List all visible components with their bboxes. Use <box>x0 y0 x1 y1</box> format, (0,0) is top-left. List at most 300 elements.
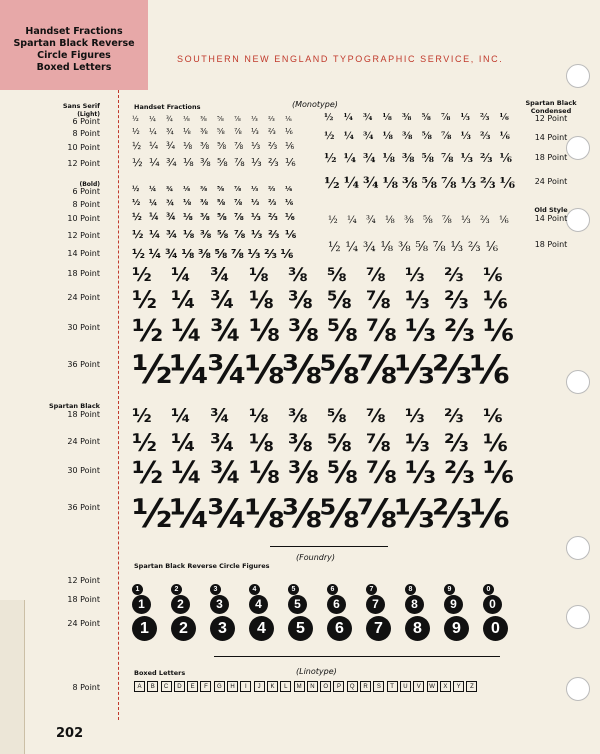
circle-digit: 4 <box>249 584 260 595</box>
condensed-fraction-row <box>324 131 519 142</box>
fraction-glyph: ½ <box>324 151 337 165</box>
fraction-glyph: ⅝ <box>327 405 347 427</box>
fraction-glyph: ½ <box>132 456 164 491</box>
fraction-glyph: ⅞ <box>234 127 242 136</box>
fraction-glyph: ⅜ <box>200 198 209 207</box>
boxed-letter: R <box>360 681 371 692</box>
fraction-glyph: ⅔ <box>268 228 280 241</box>
fraction-glyph: ⅜ <box>200 228 212 241</box>
boxed-letters-row <box>134 681 480 692</box>
circle-digit: 6 <box>327 595 346 614</box>
fraction-glyph: ⅞ <box>234 185 242 193</box>
fraction-glyph: ⅔ <box>444 264 464 286</box>
fraction-glyph: ⅛ <box>244 492 285 537</box>
fraction-glyph: ¼ <box>171 314 203 349</box>
boxed-letter: Z <box>466 681 477 692</box>
fraction-glyph: ⅝ <box>214 246 228 261</box>
boxed-letter: G <box>214 681 225 692</box>
fraction-glyph: ⅛ <box>380 240 394 255</box>
fraction-glyph: ⅞ <box>234 156 245 169</box>
label-24pt: 24 Point <box>67 293 100 302</box>
fraction-row <box>132 115 302 123</box>
binder-hole <box>566 605 590 629</box>
label-14pt: 14 Point <box>534 214 568 223</box>
fraction-row <box>132 314 522 349</box>
fraction-glyph: ⅜ <box>200 115 207 123</box>
fraction-glyph: ⅓ <box>247 246 261 261</box>
fraction-glyph: ⅞ <box>357 348 398 393</box>
fraction-glyph: ⅙ <box>483 264 503 286</box>
fraction-glyph: ¼ <box>149 212 159 223</box>
boxed-letter: A <box>134 681 145 692</box>
fraction-glyph: ⅛ <box>183 228 195 241</box>
fraction-glyph: ⅙ <box>469 348 510 393</box>
label-12pt: 12 Point <box>67 576 100 585</box>
fraction-row <box>132 456 522 491</box>
boxed-letter: F <box>200 681 211 692</box>
fraction-glyph: ½ <box>132 127 140 136</box>
fraction-glyph: ¾ <box>210 286 235 314</box>
label-old-style: Old Style <box>534 206 568 214</box>
boxed-letter: V <box>413 681 424 692</box>
fraction-glyph: ⅓ <box>460 131 471 142</box>
circle-digit: 5 <box>288 584 299 595</box>
fraction-glyph: ¼ <box>171 405 191 427</box>
fraction-glyph: ⅞ <box>441 151 454 165</box>
fraction-glyph: ⅜ <box>198 246 211 261</box>
fraction-glyph: ¾ <box>363 131 374 142</box>
circle-figure <box>171 616 210 641</box>
fraction-glyph: ¼ <box>171 286 196 314</box>
fraction-glyph: ¾ <box>166 198 175 207</box>
circle-figures-heading: Spartan Black Reverse Circle Figures <box>134 562 270 570</box>
fraction-glyph: ¼ <box>149 156 160 169</box>
label-14pt: 14 Point <box>534 133 568 142</box>
fraction-glyph: ⅜ <box>282 348 323 393</box>
fraction-glyph: ⅙ <box>285 185 293 193</box>
fraction-glyph: ⅝ <box>423 215 433 226</box>
fraction-glyph: ⅓ <box>405 314 437 349</box>
fraction-glyph: ⅔ <box>480 113 490 123</box>
label-30pt: 30 Point <box>67 323 100 332</box>
label-10pt: 10 Point <box>67 143 100 152</box>
linotype-heading: (Linotype) <box>296 667 337 676</box>
fraction-glyph: ⅓ <box>460 151 473 165</box>
label-6pt: 6 Point <box>72 117 100 126</box>
circle-digit: 3 <box>210 616 235 641</box>
fraction-glyph: ⅙ <box>285 156 296 169</box>
circle-figure <box>405 616 444 641</box>
fraction-glyph: ⅝ <box>217 141 227 152</box>
fraction-glyph: ⅔ <box>268 156 279 169</box>
fraction-glyph: ⅔ <box>432 348 473 393</box>
fraction-glyph: ⅛ <box>181 246 195 261</box>
boxed-letter: W <box>427 681 438 692</box>
fraction-glyph: ⅜ <box>288 264 308 286</box>
circle-figure <box>288 593 327 614</box>
fraction-glyph: ¼ <box>149 198 158 207</box>
fraction-glyph: ½ <box>132 115 139 123</box>
fraction-glyph: ⅝ <box>217 212 227 223</box>
fraction-glyph: ⅜ <box>398 240 411 255</box>
page-header: SOUTHERN NEW ENGLAND TYPOGRAPHIC SERVICE, INC. <box>177 54 504 64</box>
fraction-glyph: ⅛ <box>183 185 191 193</box>
fraction-glyph: ¾ <box>166 127 174 136</box>
fraction-glyph: ⅝ <box>217 185 225 193</box>
fraction-glyph: ¼ <box>169 492 210 537</box>
old-style-fraction-row <box>328 215 518 226</box>
boxed-letter: N <box>307 681 318 692</box>
circle-digit: 7 <box>366 616 391 641</box>
circle-figure <box>405 593 444 614</box>
fraction-glyph: ⅞ <box>433 240 446 255</box>
circle-digit: 7 <box>366 584 377 595</box>
circle-digit: 4 <box>249 595 268 614</box>
circle-digit: 1 <box>132 616 157 641</box>
fraction-glyph: ⅔ <box>480 151 493 165</box>
fraction-glyph: ⅙ <box>499 113 509 123</box>
fraction-glyph: ⅞ <box>442 215 452 226</box>
fraction-glyph: ½ <box>324 131 335 142</box>
fraction-glyph: ¾ <box>166 156 177 169</box>
fraction-glyph: ⅛ <box>183 212 193 223</box>
fraction-glyph: ⅔ <box>268 127 276 136</box>
label-18pt: 18 Point <box>67 269 100 278</box>
circle-digit: 5 <box>288 595 307 614</box>
circle-figure <box>132 593 171 614</box>
fraction-glyph: ⅜ <box>402 174 418 192</box>
fraction-glyph: ⅓ <box>251 185 259 193</box>
fraction-glyph: ⅛ <box>183 198 192 207</box>
fraction-glyph: ⅓ <box>405 264 425 286</box>
fraction-glyph: ⅝ <box>327 264 347 286</box>
fraction-glyph: ½ <box>132 286 157 314</box>
fraction-glyph: ⅛ <box>244 348 285 393</box>
fraction-glyph: ¼ <box>345 240 359 255</box>
fraction-glyph: ⅔ <box>264 246 277 261</box>
title-box <box>0 0 148 90</box>
circle-figure-row <box>132 593 522 614</box>
fraction-glyph: ¾ <box>207 492 248 537</box>
fraction-glyph: ⅛ <box>249 429 274 457</box>
binder-hole <box>566 370 590 394</box>
boxed-letter: I <box>240 681 251 692</box>
fraction-glyph: ⅔ <box>480 215 490 226</box>
circle-figure <box>132 616 171 641</box>
fraction-glyph: ¼ <box>149 141 159 152</box>
fraction-glyph: ½ <box>132 185 140 193</box>
fraction-glyph: ¾ <box>165 246 178 261</box>
fraction-glyph: ⅓ <box>394 348 435 393</box>
label-18pt: 18 Point <box>67 595 100 604</box>
boxed-letter: Y <box>453 681 464 692</box>
fraction-glyph: ⅙ <box>483 286 508 314</box>
fraction-glyph: ⅛ <box>382 151 395 165</box>
fraction-glyph: ¼ <box>343 151 357 165</box>
label-8pt: 8 Point <box>72 200 100 209</box>
fraction-glyph: ⅙ <box>285 127 293 136</box>
fraction-glyph: ⅓ <box>450 240 464 255</box>
fraction-glyph: ⅜ <box>402 151 415 165</box>
fraction-row <box>132 185 302 193</box>
fraction-glyph: ⅜ <box>402 113 412 123</box>
label-spartan-black: Spartan Black <box>48 402 100 410</box>
fraction-glyph: ⅜ <box>288 456 320 491</box>
fraction-glyph: ⅛ <box>249 405 269 427</box>
fraction-glyph: ⅔ <box>268 115 275 123</box>
label-30pt: 30 Point <box>67 466 100 475</box>
handset-fractions-heading: Handset Fractions <box>134 103 201 111</box>
fraction-glyph: ¼ <box>171 264 191 286</box>
fraction-glyph: ⅝ <box>327 429 352 457</box>
fraction-glyph: ⅙ <box>285 212 295 223</box>
circle-figure <box>483 616 522 641</box>
fraction-glyph: ½ <box>132 212 142 223</box>
boxed-letter: M <box>294 681 305 692</box>
circle-digit: 1 <box>132 595 151 614</box>
circle-digit: 3 <box>210 595 229 614</box>
circle-digit: 0 <box>483 584 494 595</box>
fraction-glyph: ⅜ <box>288 405 308 427</box>
title-line: Boxed Letters <box>36 62 112 73</box>
fraction-glyph: ⅓ <box>405 405 425 427</box>
fraction-glyph: ¾ <box>210 264 230 286</box>
fraction-glyph: ⅔ <box>432 492 473 537</box>
fraction-glyph: ½ <box>132 314 164 349</box>
fraction-glyph: ¼ <box>169 348 210 393</box>
fraction-glyph: ⅞ <box>366 286 391 314</box>
fraction-glyph: ⅞ <box>234 198 243 207</box>
fraction-glyph: ⅓ <box>251 228 263 241</box>
fraction-glyph: ¼ <box>343 131 354 142</box>
fraction-glyph: ⅞ <box>231 246 244 261</box>
fraction-glyph: ⅓ <box>460 174 477 192</box>
title-line: Spartan Black Reverse <box>13 38 135 49</box>
fraction-glyph: ⅛ <box>385 215 395 226</box>
fraction-glyph: ⅙ <box>483 456 515 491</box>
condensed-fraction-row <box>324 113 519 123</box>
label-18pt: 18 Point <box>534 153 568 162</box>
fraction-glyph: ½ <box>324 113 334 123</box>
fraction-glyph: ⅝ <box>421 174 438 192</box>
label-light: (Light) <box>77 111 100 118</box>
page-number: 202 <box>56 726 84 741</box>
fraction-row <box>132 286 522 314</box>
fraction-row <box>132 127 302 136</box>
fraction-glyph: ¾ <box>366 215 376 226</box>
fraction-glyph: ⅔ <box>268 185 276 193</box>
fraction-glyph: ⅔ <box>468 240 481 255</box>
fraction-glyph: ¾ <box>166 141 176 152</box>
fraction-glyph: ¼ <box>343 174 360 192</box>
circle-digit: 2 <box>171 584 182 595</box>
fraction-glyph: ½ <box>132 405 152 427</box>
label-24pt: 24 Point <box>67 619 100 628</box>
fraction-glyph: ⅓ <box>251 156 262 169</box>
label-12pt: 12 Point <box>534 114 568 123</box>
fraction-glyph: ⅛ <box>183 127 191 136</box>
fraction-glyph: ¾ <box>207 348 248 393</box>
fraction-glyph: ¾ <box>210 405 230 427</box>
fraction-glyph: ⅙ <box>485 240 499 255</box>
binder-hole <box>566 677 590 701</box>
fraction-glyph: ¾ <box>363 174 379 192</box>
fraction-glyph: ⅔ <box>480 174 496 192</box>
fraction-glyph: ⅞ <box>234 141 244 152</box>
circle-figure <box>444 616 483 641</box>
fraction-glyph: ⅛ <box>249 456 281 491</box>
fraction-row <box>132 348 510 393</box>
fraction-glyph: ½ <box>132 492 173 537</box>
fraction-glyph: ¾ <box>166 212 176 223</box>
fraction-glyph: ⅛ <box>382 113 392 123</box>
fraction-glyph: ⅞ <box>441 174 457 192</box>
circle-digit: 4 <box>249 616 274 641</box>
fraction-glyph: ½ <box>328 215 338 226</box>
fraction-glyph: ⅙ <box>499 174 516 192</box>
fraction-glyph: ½ <box>132 264 152 286</box>
fraction-glyph: ¾ <box>166 228 178 241</box>
fraction-glyph: ⅔ <box>268 212 278 223</box>
fraction-glyph: ¼ <box>149 228 161 241</box>
circle-figure <box>366 616 405 641</box>
fraction-glyph: ⅙ <box>285 115 292 123</box>
fraction-glyph: ⅔ <box>444 456 476 491</box>
fraction-glyph: ⅔ <box>268 141 278 152</box>
fraction-glyph: ⅝ <box>319 348 360 393</box>
fraction-glyph: ¼ <box>171 429 196 457</box>
fraction-glyph: ⅛ <box>249 286 274 314</box>
circle-figure <box>366 593 405 614</box>
fraction-glyph: ⅜ <box>288 429 313 457</box>
label-12pt: 12 Point <box>67 231 100 240</box>
circle-digit: 0 <box>483 595 502 614</box>
fraction-glyph: ⅞ <box>234 228 246 241</box>
fraction-glyph: ⅜ <box>200 185 208 193</box>
fraction-glyph: ⅛ <box>183 141 193 152</box>
label-bold: (Bold) <box>79 181 100 188</box>
fraction-row <box>132 264 522 286</box>
circle-digit: 0 <box>483 616 508 641</box>
boxed-letter: L <box>280 681 291 692</box>
fraction-glyph: ¾ <box>363 151 376 165</box>
fraction-row <box>132 212 302 223</box>
label-8pt: 8 Point <box>72 683 100 692</box>
fraction-glyph: ⅙ <box>280 246 294 261</box>
label-14pt: 14 Point <box>67 249 100 258</box>
label-36pt: 36 Point <box>67 360 100 369</box>
fraction-glyph: ⅔ <box>444 314 476 349</box>
fraction-glyph: ⅝ <box>415 240 429 255</box>
fraction-glyph: ½ <box>132 228 144 241</box>
fraction-glyph: ⅙ <box>499 131 510 142</box>
boxed-letter: P <box>333 681 344 692</box>
fraction-glyph: ⅜ <box>200 156 211 169</box>
circle-digit: 8 <box>405 616 430 641</box>
fraction-glyph: ⅞ <box>366 429 391 457</box>
fraction-glyph: ⅜ <box>288 314 320 349</box>
boxed-letter: H <box>227 681 238 692</box>
fraction-glyph: ⅙ <box>483 405 503 427</box>
fraction-glyph: ⅞ <box>357 492 398 537</box>
fraction-glyph: ⅛ <box>249 264 269 286</box>
fraction-glyph: ⅛ <box>382 131 393 142</box>
fraction-glyph: ⅓ <box>251 198 260 207</box>
title-line: Handset Fractions <box>25 26 123 37</box>
fraction-row <box>132 492 510 537</box>
fraction-glyph: ¾ <box>166 185 174 193</box>
fraction-glyph: ⅝ <box>327 286 352 314</box>
fraction-row <box>132 156 302 169</box>
fraction-row <box>132 141 302 152</box>
fraction-glyph: ⅛ <box>249 314 281 349</box>
fraction-glyph: ¾ <box>210 429 235 457</box>
label-18pt: 18 Point <box>534 240 568 249</box>
circle-figure <box>171 593 210 614</box>
fraction-glyph: ½ <box>132 246 145 261</box>
circle-figure <box>249 616 288 641</box>
fraction-glyph: ⅞ <box>441 113 451 123</box>
label-24pt: 24 Point <box>67 437 100 446</box>
fraction-glyph: ½ <box>132 198 141 207</box>
fraction-glyph: ⅜ <box>402 131 413 142</box>
circle-digit: 9 <box>444 595 463 614</box>
fraction-glyph: ½ <box>132 141 142 152</box>
fraction-glyph: ⅞ <box>366 456 398 491</box>
circle-figure <box>327 593 366 614</box>
label-24pt: 24 Point <box>534 177 568 186</box>
fraction-glyph: ¾ <box>363 113 373 123</box>
fraction-glyph: ⅙ <box>499 151 512 165</box>
circle-digit: 6 <box>327 584 338 595</box>
fraction-glyph: ⅓ <box>251 212 261 223</box>
fraction-glyph: ⅞ <box>366 264 386 286</box>
fraction-glyph: ⅛ <box>183 115 190 123</box>
fraction-glyph: ⅞ <box>366 405 386 427</box>
boxed-letter: K <box>267 681 278 692</box>
fraction-glyph: ¼ <box>149 127 157 136</box>
fraction-glyph: ⅜ <box>282 492 323 537</box>
circle-digit: 1 <box>132 584 143 595</box>
fraction-glyph: ¾ <box>210 456 242 491</box>
circle-figure-row <box>132 616 522 641</box>
label-36pt: 36 Point <box>67 503 100 512</box>
fraction-glyph: ¼ <box>347 215 357 226</box>
fraction-glyph: ⅓ <box>251 141 261 152</box>
circle-digit: 8 <box>405 584 416 595</box>
circle-digit: 7 <box>366 595 385 614</box>
binder-hole <box>566 536 590 560</box>
fraction-glyph: ¼ <box>149 185 157 193</box>
rule-line <box>270 546 388 547</box>
fraction-row <box>132 405 522 427</box>
rule-line <box>214 656 500 657</box>
fraction-glyph: ⅓ <box>461 215 471 226</box>
old-style-fraction-row <box>328 240 503 255</box>
fraction-glyph: ⅔ <box>444 286 469 314</box>
fraction-glyph: ⅓ <box>405 286 430 314</box>
fraction-glyph: ⅝ <box>217 127 225 136</box>
fraction-glyph: ¼ <box>148 246 162 261</box>
circle-digit: 2 <box>171 595 190 614</box>
fraction-glyph: ¼ <box>343 113 353 123</box>
condensed-fraction-row <box>324 174 519 192</box>
foundry-heading: (Foundry) <box>296 553 335 562</box>
label-12pt: 12 Point <box>67 159 100 168</box>
fraction-glyph: ⅔ <box>444 429 469 457</box>
circle-figure <box>249 593 288 614</box>
fraction-row <box>132 246 297 261</box>
